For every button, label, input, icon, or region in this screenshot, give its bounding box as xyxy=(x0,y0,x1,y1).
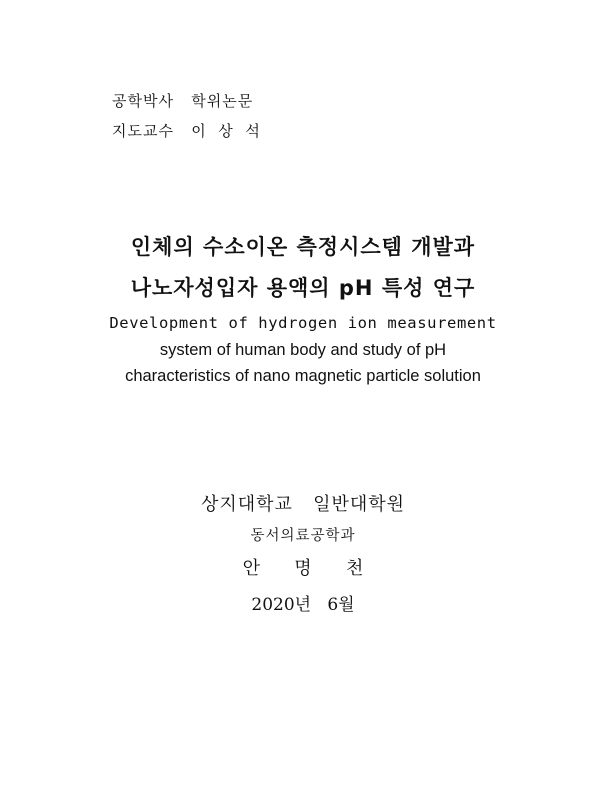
author-name: 안 명 천 xyxy=(242,558,364,579)
submission-date: 2020년 6월 xyxy=(251,595,355,615)
university-name: 상지대학교 일반대학원 xyxy=(200,494,406,515)
department-name: 동서의료공학과 xyxy=(250,528,356,544)
korean-title-line-1: 인체의 수소이온 측정시스템 개발과 xyxy=(130,235,476,259)
english-title-line-1: Development of hydrogen ion measurement xyxy=(109,314,497,332)
degree-type: 공학박사 학위논문 xyxy=(112,92,254,110)
advisor: 지도교수 이 상 석 xyxy=(112,122,261,140)
english-title-line-2: system of human body and study of pH xyxy=(159,341,447,359)
english-title-line-3: characteristics of nano magnetic particle solution xyxy=(125,367,481,385)
korean-title-line-2: 나노자성입자 용액의 pH 특성 연구 xyxy=(130,276,476,300)
degree-info xyxy=(112,86,261,146)
